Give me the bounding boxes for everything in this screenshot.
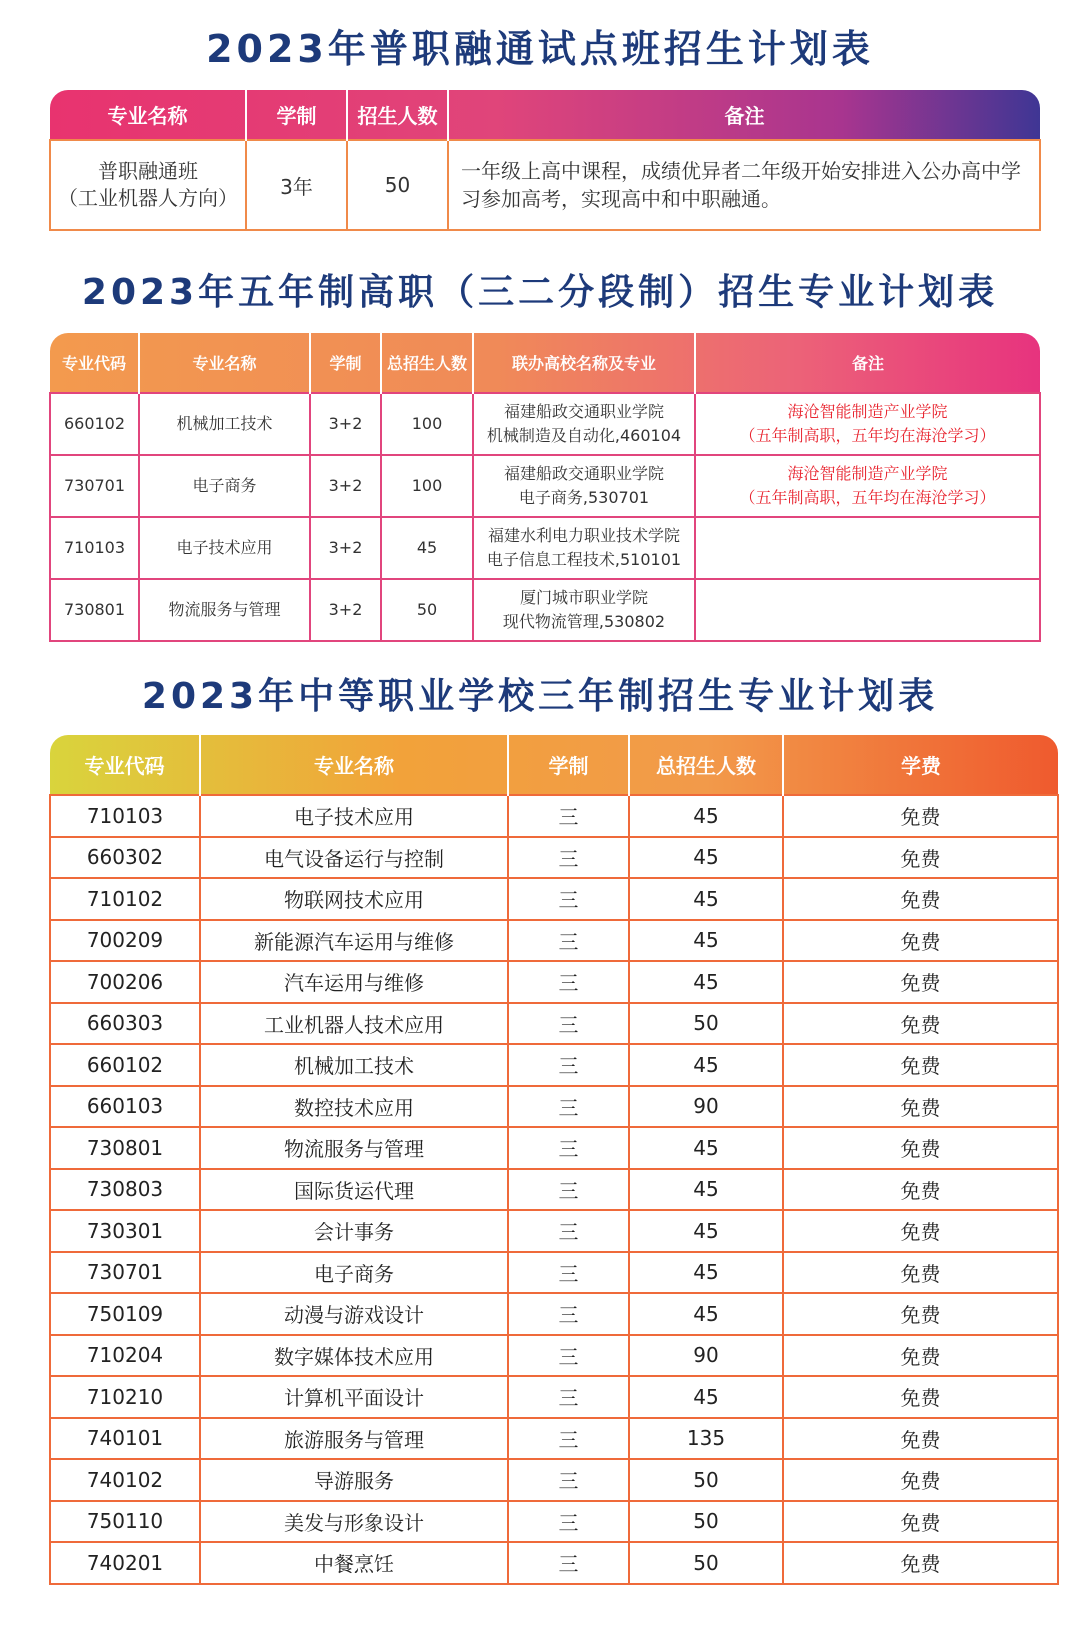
cell-code: 730701: [50, 1252, 200, 1294]
cell-duration: 三: [508, 837, 629, 879]
table-row: [50, 1210, 1058, 1252]
cell-duration: 三: [508, 1127, 629, 1169]
five-year-program-table: [49, 333, 1041, 642]
table-row: [50, 837, 1058, 879]
header-duration: 学制: [310, 333, 381, 393]
partner-college-major: 机械制造及自动化,460104: [486, 426, 682, 445]
header-duration: 学制: [508, 735, 629, 795]
note-line1: 海沧智能制造产业学院: [787, 464, 948, 483]
integrated-class-table: [49, 90, 1041, 231]
cell-count: 45: [629, 1252, 783, 1294]
cell-duration: 三: [508, 1501, 629, 1543]
cell-duration: 三: [508, 1293, 629, 1335]
cell-major-name: 美发与形象设计: [200, 1501, 508, 1543]
cell-code: 730801: [50, 1127, 200, 1169]
cell-count: 45: [629, 1127, 783, 1169]
cell-major-name: 国际货运代理: [200, 1169, 508, 1211]
cell-code: 660103: [50, 1086, 200, 1128]
cell-code: 730301: [50, 1210, 200, 1252]
cell-duration: 三: [508, 1003, 629, 1045]
cell-count: 90: [629, 1335, 783, 1377]
cell-count: 50: [629, 1459, 783, 1501]
note-line2: （五年制高职，五年均在海沧学习）: [739, 426, 996, 445]
cell-count: 100: [381, 455, 473, 517]
title-integrated-class: 2023年普职融通试点班招生计划表: [206, 27, 874, 71]
cell-duration: 三: [508, 1418, 629, 1460]
cell-note: 一年级上高中课程，成绩优异者二年级开始安排进入公办高中学习参加高考，实现高中和中职融通。: [448, 140, 1040, 230]
table-row: [50, 1003, 1058, 1045]
cell-code: 750109: [50, 1293, 200, 1335]
table-row: [50, 920, 1058, 962]
cell-major-name: 数字媒体技术应用: [200, 1335, 508, 1377]
cell-code: 660102: [50, 393, 139, 455]
header-duration: 学制: [246, 90, 347, 140]
cell-duration: 三: [508, 920, 629, 962]
cell-fee: 免费: [783, 1293, 1058, 1335]
cell-fee: 免费: [783, 1252, 1058, 1294]
cell-note: [695, 393, 1040, 455]
table-row: [50, 1335, 1058, 1377]
cell-count: 135: [629, 1418, 783, 1460]
header-major-name: 专业名称: [139, 333, 310, 393]
cell-major-name: 物流服务与管理: [200, 1127, 508, 1169]
partner-college-name: 福建船政交通职业学院: [503, 402, 664, 421]
header-major-name: 专业名称: [200, 735, 508, 795]
cell-count: 50: [629, 1003, 783, 1045]
cell-major-name: 导游服务: [200, 1459, 508, 1501]
cell-count: 100: [381, 393, 473, 455]
cell-duration: 3+2: [310, 579, 381, 641]
cell-code: 740201: [50, 1542, 200, 1584]
cell-count: 50: [381, 579, 473, 641]
cell-count: 90: [629, 1086, 783, 1128]
cell-fee: 免费: [783, 1044, 1058, 1086]
cell-major-name: 旅游服务与管理: [200, 1418, 508, 1460]
table-row: [50, 455, 1040, 517]
cell-code: 700206: [50, 961, 200, 1003]
header-fee: 学费: [901, 754, 941, 778]
cell-major-name: 工业机器人技术应用: [200, 1003, 508, 1045]
cell-fee: 免费: [783, 1127, 1058, 1169]
cell-duration: 三: [508, 1169, 629, 1211]
cell-duration: 3+2: [310, 517, 381, 579]
cell-duration: 三: [508, 1542, 629, 1584]
cell-major-name: 物联网技术应用: [200, 878, 508, 920]
table-row: [50, 1376, 1058, 1418]
table-row: [50, 517, 1040, 579]
cell-major-name: 会计事务: [200, 1210, 508, 1252]
cell-fee: 免费: [783, 1542, 1058, 1584]
header-total-count: 总招生人数: [629, 735, 783, 795]
cell-fee: 免费: [783, 1169, 1058, 1211]
cell-fee: 免费: [783, 1335, 1058, 1377]
cell-count: 45: [629, 1210, 783, 1252]
partner-college-name: 福建水利电力职业技术学院: [487, 526, 680, 545]
cell-fee: 免费: [783, 795, 1058, 837]
cell-duration: 三: [508, 1335, 629, 1377]
cell-major-name: [50, 140, 246, 230]
cell-major-name: 电子技术应用: [139, 517, 310, 579]
table-row: [50, 878, 1058, 920]
table3-header-row: [50, 735, 1058, 795]
note-line1: 海沧智能制造产业学院: [787, 402, 948, 421]
cell-count: 45: [629, 1169, 783, 1211]
table-row: [50, 1127, 1058, 1169]
cell-code: 710204: [50, 1335, 200, 1377]
cell-note: [695, 517, 1040, 579]
table-row: [50, 795, 1058, 837]
cell-fee: 免费: [783, 1210, 1058, 1252]
cell-partner-college: [473, 517, 695, 579]
cell-duration: 三: [508, 878, 629, 920]
cell-major-name: 物流服务与管理: [139, 579, 310, 641]
partner-college-name: 福建船政交通职业学院: [503, 464, 664, 483]
cell-count: 45: [629, 1376, 783, 1418]
cell-duration: 三: [508, 1086, 629, 1128]
cell-code: 710102: [50, 878, 200, 920]
cell-major-name: 计算机平面设计: [200, 1376, 508, 1418]
cell-duration: 三: [508, 1044, 629, 1086]
table-row: [50, 961, 1058, 1003]
cell-duration: 三: [508, 1210, 629, 1252]
cell-count: 50: [629, 1501, 783, 1543]
cell-partner-college: [473, 393, 695, 455]
table-row: [50, 579, 1040, 641]
cell-major-name: 中餐烹饪: [200, 1542, 508, 1584]
three-year-program-table: [49, 735, 1059, 1585]
table-row: [50, 1169, 1058, 1211]
cell-count: 45: [629, 1293, 783, 1335]
cell-duration: 三: [508, 1459, 629, 1501]
cell-major-name: 新能源汽车运用与维修: [200, 920, 508, 962]
cell-count: 45: [629, 795, 783, 837]
cell-major-name: 电子商务: [200, 1252, 508, 1294]
table2-header-row: [50, 333, 1040, 393]
table1-header-row: [50, 90, 1040, 140]
cell-count: 45: [629, 961, 783, 1003]
cell-fee: 免费: [783, 1376, 1058, 1418]
cell-count: 50: [629, 1542, 783, 1584]
cell-code: 730803: [50, 1169, 200, 1211]
cell-duration: 3+2: [310, 393, 381, 455]
cell-count: 45: [629, 1044, 783, 1086]
cell-major-name: 数控技术应用: [200, 1086, 508, 1128]
cell-duration: 三: [508, 1252, 629, 1294]
cell-fee: 免费: [783, 1003, 1058, 1045]
table-row: [50, 1293, 1058, 1335]
cell-fee: 免费: [783, 1459, 1058, 1501]
major-name-line2: （工业机器人方向）: [58, 186, 238, 210]
cell-count: 45: [381, 517, 473, 579]
cell-fee: 免费: [783, 878, 1058, 920]
table-row: [50, 393, 1040, 455]
cell-code: 700209: [50, 920, 200, 962]
cell-major-name: 机械加工技术: [139, 393, 310, 455]
cell-fee: 免费: [783, 1086, 1058, 1128]
cell-code: 740101: [50, 1418, 200, 1460]
cell-major-name: 电子技术应用: [200, 795, 508, 837]
cell-count: 45: [629, 920, 783, 962]
cell-code: 660302: [50, 837, 200, 879]
cell-count: 45: [629, 878, 783, 920]
cell-major-name: 电气设备运行与控制: [200, 837, 508, 879]
table-row: [50, 1501, 1058, 1543]
cell-major-name: 动漫与游戏设计: [200, 1293, 508, 1335]
cell-partner-college: [473, 579, 695, 641]
cell-code: 710103: [50, 517, 139, 579]
cell-duration: 三: [508, 1376, 629, 1418]
cell-duration: 3+2: [310, 455, 381, 517]
cell-major-name: 电子商务: [139, 455, 310, 517]
note-line2: （五年制高职，五年均在海沧学习）: [739, 488, 996, 507]
table-row: [50, 1252, 1058, 1294]
partner-college-major: 电子信息工程技术,510101: [486, 550, 682, 569]
cell-code: 660303: [50, 1003, 200, 1045]
header-note: 备注: [724, 104, 765, 128]
major-name-line1: 普职融通班: [98, 159, 198, 183]
cell-major-name: 汽车运用与维修: [200, 961, 508, 1003]
table-row: [50, 1542, 1058, 1584]
header-code: 专业代码: [50, 333, 139, 393]
cell-note: [695, 579, 1040, 641]
cell-code: 740102: [50, 1459, 200, 1501]
partner-college-major: 电子商务,530701: [518, 488, 650, 507]
cell-note: [695, 455, 1040, 517]
cell-partner-college: [473, 455, 695, 517]
title-five-year-program: 2023年五年制高职（三二分段制）招生专业计划表: [81, 272, 999, 313]
title-three-year-program: 2023年中等职业学校三年制招生专业计划表: [141, 676, 939, 717]
cell-fee: 免费: [783, 920, 1058, 962]
cell-fee: 免费: [783, 837, 1058, 879]
cell-code: 660102: [50, 1044, 200, 1086]
table-row: [50, 1418, 1058, 1460]
table-row: [50, 140, 1040, 230]
partner-college-major: 现代物流管理,530802: [502, 612, 666, 631]
cell-count: 45: [629, 837, 783, 879]
header-major-name: 专业名称: [50, 90, 246, 140]
cell-code: 730801: [50, 579, 139, 641]
table-row: [50, 1086, 1058, 1128]
cell-major-name: 机械加工技术: [200, 1044, 508, 1086]
cell-code: 710210: [50, 1376, 200, 1418]
header-count: 招生人数: [347, 90, 448, 140]
cell-duration: 三: [508, 961, 629, 1003]
header-code: 专业代码: [50, 735, 200, 795]
cell-code: 710103: [50, 795, 200, 837]
table-row: [50, 1459, 1058, 1501]
partner-college-name: 厦门城市职业学院: [519, 588, 648, 607]
header-partner-college: 联办高校名称及专业: [473, 333, 695, 393]
header-note: 备注: [851, 354, 884, 373]
cell-count: 50: [347, 140, 448, 230]
cell-duration: 三: [508, 795, 629, 837]
cell-code: 750110: [50, 1501, 200, 1543]
cell-code: 730701: [50, 455, 139, 517]
cell-fee: 免费: [783, 961, 1058, 1003]
cell-duration: 3年: [246, 140, 347, 230]
cell-fee: 免费: [783, 1418, 1058, 1460]
cell-fee: 免费: [783, 1501, 1058, 1543]
table-row: [50, 1044, 1058, 1086]
header-total-count: 总招生人数: [381, 333, 473, 393]
